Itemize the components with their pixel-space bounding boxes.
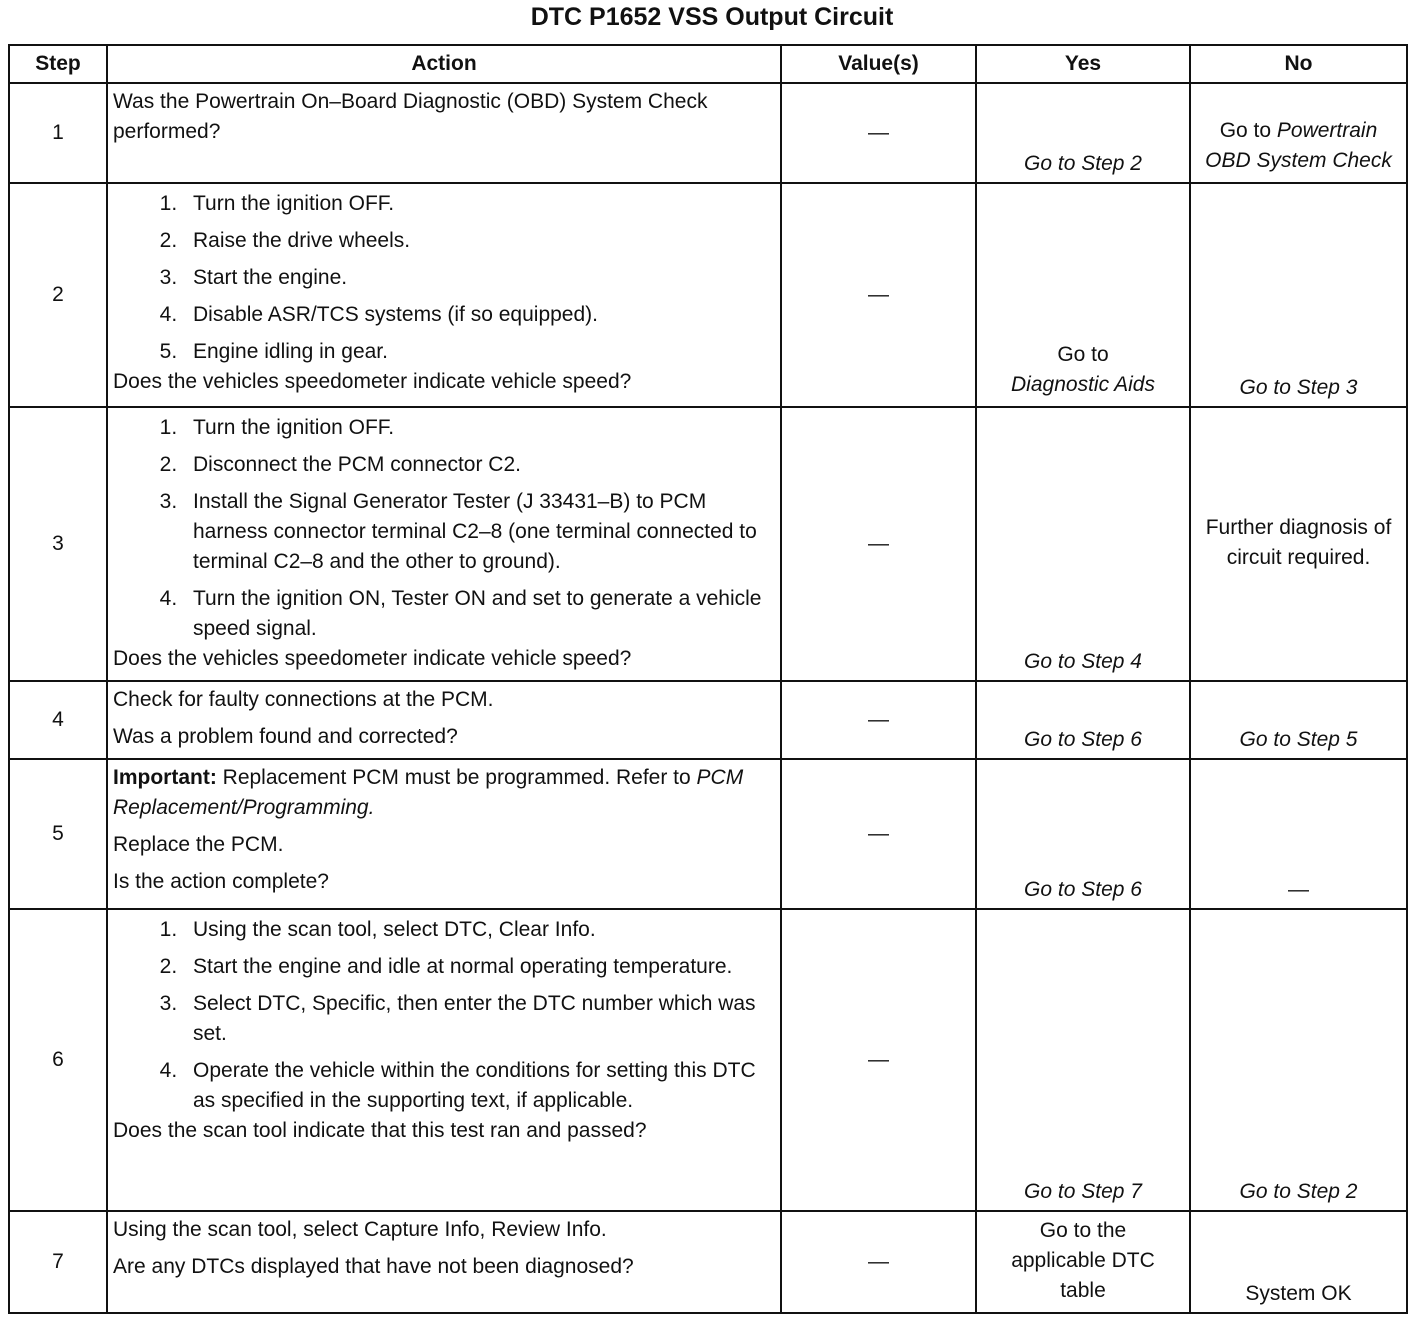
step-number: 3: [9, 407, 107, 681]
value-cell: —: [781, 83, 976, 183]
table-row: [9, 681, 1407, 759]
yes-cell[interactable]: Go to Step 2: [976, 83, 1190, 183]
step-number: 2: [9, 183, 107, 407]
yes-link[interactable]: Diagnostic Aids: [1011, 373, 1155, 396]
header-yes: Yes: [976, 45, 1190, 83]
table-row: [9, 83, 1407, 183]
list-item: 4. Turn the ignition ON, Tester ON and set to generate a vehicle speed signal.: [183, 584, 774, 644]
page-title: DTC P1652 VSS Output Circuit: [530, 3, 894, 31]
header-action: Action: [107, 45, 781, 83]
table-row: [9, 909, 1407, 1211]
step-number: 4: [9, 681, 107, 759]
action-cell: [107, 1211, 781, 1313]
action-list: [113, 189, 774, 367]
value-cell: —: [781, 183, 976, 407]
table-row: [9, 1211, 1407, 1313]
action-question: Are any DTCs displayed that have not been diagnosed?: [113, 1255, 634, 1278]
action-cell: [107, 83, 781, 183]
important-link[interactable]: PCM Replacement/Programming.: [113, 766, 744, 819]
important-label: Important:: [113, 766, 217, 789]
action-question: Was a problem found and corrected?: [113, 725, 458, 748]
value-cell: —: [781, 681, 976, 759]
step-number: 6: [9, 909, 107, 1211]
action-cell: [107, 909, 781, 1211]
header-no: No: [1190, 45, 1407, 83]
action-question: Does the vehicles speedometer indicate vehicle speed?: [113, 370, 632, 393]
list-item: 3. Install the Signal Generator Tester (J 33431–B) to PCM harness connector terminal C2–8 (one terminal connected to terminal C2–8 and the other to ground).: [183, 487, 774, 577]
important-text: Replacement PCM must be programmed. Refer to: [216, 766, 697, 789]
yes-cell[interactable]: Go to Step 4: [976, 407, 1190, 681]
table-row: [9, 407, 1407, 681]
action-cell: [107, 681, 781, 759]
no-cell[interactable]: Go to Step 5: [1190, 681, 1407, 759]
yes-cell: Go to the applicable DTC table: [976, 1211, 1190, 1313]
yes-cell[interactable]: Go to Step 6: [976, 759, 1190, 909]
value-cell: —: [781, 759, 976, 909]
list-item: 2. Start the engine and idle at normal operating temperature.: [183, 952, 774, 982]
step-number: 1: [9, 83, 107, 183]
action-text: Using the scan tool, select Capture Info, Review Info.: [113, 1218, 607, 1241]
list-item: 3. Select DTC, Specific, then enter the DTC number which was set.: [183, 989, 774, 1049]
step-number: 5: [9, 759, 107, 909]
value-cell: —: [781, 1211, 976, 1313]
no-cell: System OK: [1190, 1211, 1407, 1313]
list-item: 2. Raise the drive wheels.: [183, 226, 774, 256]
action-text: Replace the PCM.: [113, 833, 284, 856]
list-item: 3. Start the engine.: [183, 263, 774, 293]
no-prefix: Go to: [1219, 119, 1272, 142]
no-link[interactable]: Powertrain OBD System Check: [1205, 119, 1392, 172]
list-item: 4. Operate the vehicle within the conditions for setting this DTC as specified in the supporting text, if applicable.: [183, 1056, 774, 1116]
list-item: 1. Turn the ignition OFF.: [183, 413, 774, 443]
action-cell: [107, 183, 781, 407]
action-text: Check for faulty connections at the PCM.: [113, 688, 494, 711]
action-list: [113, 915, 774, 1116]
no-cell: Further diagnosis of circuit required.: [1190, 407, 1407, 681]
header-values: Value(s): [781, 45, 976, 83]
action-question: Does the scan tool indicate that this test ran and passed?: [113, 1119, 647, 1142]
value-cell: —: [781, 407, 976, 681]
step-number: 7: [9, 1211, 107, 1313]
no-cell[interactable]: Go to Step 2: [1190, 909, 1407, 1211]
table-row: [9, 183, 1407, 407]
list-item: 4. Disable ASR/TCS systems (if so equipped).: [183, 300, 774, 330]
action-cell: [107, 759, 781, 909]
action-question: Does the vehicles speedometer indicate vehicle speed?: [113, 647, 632, 670]
no-cell: —: [1190, 759, 1407, 909]
table-row: [9, 759, 1407, 909]
action-list: [113, 413, 774, 644]
yes-cell[interactable]: Go to Step 7: [976, 909, 1190, 1211]
header-row: [9, 45, 1407, 83]
important-note: [113, 763, 774, 823]
dtc-table: [8, 44, 1408, 1314]
list-item: 1. Using the scan tool, select DTC, Clear Info.: [183, 915, 774, 945]
no-cell[interactable]: Go to Step 3: [1190, 183, 1407, 407]
no-cell[interactable]: [1190, 83, 1407, 183]
yes-cell[interactable]: [976, 183, 1190, 407]
action-question: Is the action complete?: [113, 870, 329, 893]
action-text: Was the Powertrain On–Board Diagnostic (OBD) System Check performed?: [113, 90, 708, 143]
header-step: Step: [9, 45, 107, 83]
list-item: 2. Disconnect the PCM connector C2.: [183, 450, 774, 480]
value-cell: —: [781, 909, 976, 1211]
list-item: 5. Engine idling in gear.: [183, 337, 774, 367]
action-cell: [107, 407, 781, 681]
yes-cell[interactable]: Go to Step 6: [976, 681, 1190, 759]
list-item: 1. Turn the ignition OFF.: [183, 189, 774, 219]
yes-prefix: Go to: [1057, 343, 1109, 366]
